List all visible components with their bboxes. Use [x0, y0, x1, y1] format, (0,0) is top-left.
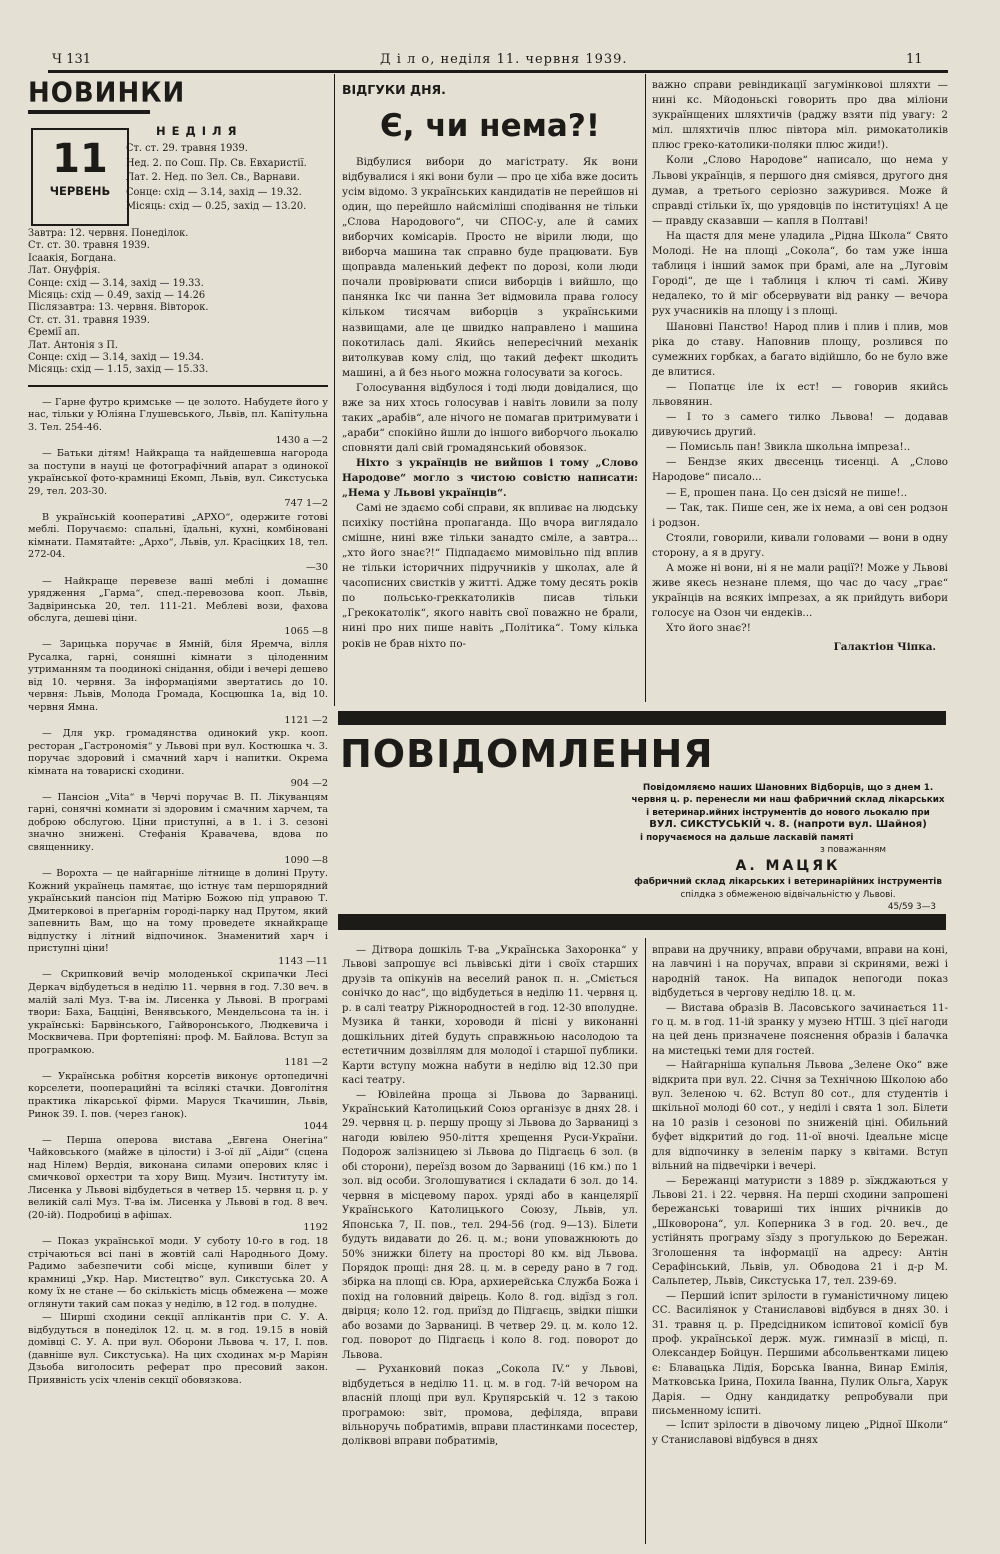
header-rule	[48, 70, 948, 73]
notice-bar-top	[338, 711, 946, 725]
tomorrow-line: Завтра: 12. червня. Понеділок.	[28, 228, 189, 239]
calendar-block	[28, 124, 328, 226]
day-number: 11	[52, 136, 108, 182]
article-paragraph: — Бендзе яких двєсенць тисенці. А „Слово Народове“ писало...	[652, 456, 948, 484]
tomorrow-line: Післязавтра: 13. червня. Вівторок.	[28, 302, 209, 314]
news-item: — Дітвора дошкіль Т-ва „Українська Захоронка“ у Львові запрошує всі львівські діти і своїх старших друзів та опікунів на веселий ранок п. н. „Сміється сонічко до нас“, що відбудеться в неділю 11. червня ц. р. в салі театру Ріжнородностей в год. 12-30 вполудне. Музика й танки, хороводи й пісні у виконанні дошкільних дітей будуть справжньою насолодою та естетичним дозвіллям для молодої і старшої публики. Карти вступу можна набути в неділю від 12.30 при касі театру.	[342, 945, 638, 1087]
ad-text: — Скрипковий вечір молоденької скрипачки Лесі Деркач відбудеться в неділю 11. червня в год. 7.30 веч. в малій залі Муз. Т-ва ім. Лисенка у Львові. В програмі твори: Баха, Бацціні, Венявського, Мендельсона та ін. і українські: Барвінського, Гайворонського, Людкевича і Москвичева. При фортепіяні: проф. М. Байлова. Вступ за програмкою.	[28, 969, 328, 1056]
article-paragraph: А може ні вони, ні я не мали рації?! Може у Львові живе якесь незнане племя, що час до часу „грає“ українців на всяких імпрезах, а як прийдуть вибори голосує на Озон чи ендеків...	[652, 562, 948, 620]
column-divider	[645, 938, 646, 1544]
tomorrow-line: Ст. ст. 31. травня 1939.	[28, 314, 150, 326]
ad-code: 1090 —8	[284, 854, 328, 866]
ad-item	[28, 639, 328, 727]
notice-firm: фабричний склад лікарських і ветеринарійних інструментів	[634, 877, 942, 888]
month-name: ЧЕРВЕНЬ	[49, 184, 111, 198]
today-line: Місяць: схід — 0.25, захід — 13.20.	[126, 201, 307, 213]
article-paragraph: — Е, прошен пана. Цо сен дзісяй не пише!..	[666, 486, 908, 499]
column-divider	[334, 74, 335, 706]
ad-code: 1143 —11	[278, 955, 328, 967]
ad-code: 1192	[303, 1222, 328, 1234]
tomorrow-info	[28, 228, 328, 377]
ad-item	[28, 397, 328, 447]
article-paragraph: Голосування відбулося і тоді люди довідалися, що вже за них хтось голосував і навіть ловили за полу таких „арабів“, але нічого не помагав притримувати і „араби“ спокійно йшли до іншого виборчого льокалю сповняти далі свій громадянський обовязок.	[342, 381, 638, 454]
ad-text: — Перша оперова вистава „Евгена Онегіна“ Чайковського (майже в цілости) і 3-ої дії „Аіди“ (сцена над Нілем) Вердія, виконана силами оперових кляс і смичкової орхестри та хору Вищ. Музич. Інституту ім. Лисенка у Львові відбудеться в четвер 15. червня ц. р. у великій салі Муз. Т-ва ім. Лисенка у Львові в год. 8 веч. (20-ій). Подробиці в афішах.	[28, 1134, 328, 1221]
title-underline	[28, 110, 150, 114]
ad-text: — Пансіон „Vita“ в Черчі поручає В. П. Лікуванцям гарні, сонячні комнати зі здоровим і смачним харчем, та доброю обслугою. Ціни приступні, а в 1. і 3. сезоні значно знижені. Стефанія Кравачева, вдова по священнику.	[28, 791, 328, 854]
ad-text: — Українська робітня корсетів виконує ортопедичні корселети, пооперацийні та всілякі стачки. Довголітня практика лікарської фірми. Маруся Ткачишин, Львів, Ринок 39. І. пов. (через ґанок).	[28, 1070, 328, 1120]
news-item: — Перший іспит зрілости в гуманістичному лицею СС. Василіянок у Станиславові відбувся в днях 30. і 31. травня ц. р. Предсідником іспитової комісії був проф. української держ. муж. гимназії в місці, п. Олександер Бойцун. Першими абсольвентками лицею є: Блавацька Лідія, Борська Іванна, Винар Емілія, Матковська Ірина, Похила Іванна, Пулик Ольга, Харук Дарія. — Одну кандидатку репробували при письменному іспиті.	[652, 1290, 948, 1417]
article-author: Галактіон Чіпка.	[833, 641, 936, 654]
masthead: Д і л о, неділя 11. червня 1939.	[380, 52, 628, 67]
ad-item	[28, 576, 328, 639]
news-item: — Руханковий показ „Сокола IV.“ у Львові, відбудеться в неділю 11. ц. м. в год. 7-ій вечором на власній площі при вул. Крупярській ч. 12 з такою програмою: звіт, промова, дефіляда, вправи вільноручь побратимів, вправи пластинками посестер, доліквові вправи побратимів,	[342, 1364, 638, 1448]
section-title: НОВИНКИ	[28, 77, 186, 109]
today-line: Ст. ст. 29. травня 1939.	[126, 143, 248, 154]
ad-code: —30	[305, 561, 328, 573]
ad-code: 1181 —2	[284, 1057, 328, 1069]
article-paragraph: — Помисьль пан! Звикла школьна імпреза!..	[666, 441, 911, 454]
article-paragraph: Хто його знає?!	[666, 622, 751, 635]
article-paragraph: — Попатцє іле іх ест! — говорив якийсь львовянин.	[652, 380, 948, 408]
article-title: Є, чи нема?!	[380, 108, 600, 144]
news-column	[28, 78, 328, 1389]
ad-code: 1121 —2	[284, 714, 328, 726]
bottom-news-column-1	[342, 944, 638, 1450]
tomorrow-line: Єремії ап.	[28, 327, 81, 339]
article-paragraph: важно справи ревіндикації загумінковоі шляхти — нині кс. Мйодоньскі говорить про два міліони зукраїнщених шляхтичів (раджу взяти під увагу: 2 міл. шляхтичів плюс півтора міл. римокатоликів плюс греко-католики-поляки плюс жиди!).	[652, 79, 948, 152]
ad-text: — Показ української моди. У суботу 10-го в год. 18 стрічаються всі пані в жовтій салі Народнього Дому. Радимо забезпечити собі місце, купивши білет у крамниці „Укр. Нар. Мистецтво“ вул. Сикстуська 20. А кому їх не стане — бо скількість місць обмежена — може оглянути такий сам показ у неділю, в 12 год. в полудне.	[28, 1235, 328, 1310]
notice-body	[630, 782, 946, 914]
news-item: вправи на дручнику, вправи обручами, вправи на коні, на лавчині і на поручах, вправи зі скринями, вежі і народній танок. На випадок непогоди показ відбудеться в чергову неділю 18. ц. м.	[652, 945, 948, 1000]
tomorrow-line: Лат. Антонія з П.	[28, 339, 119, 351]
ad-text: — Зарицька поручає в Ямній, біля Яремча, вілля Русалка, гарні, соняшні кімнати з цілоденним утриманням та поодинокі снідання, обіди і вечері дешево від 10. червня. За інформаціями звертатись до 10. червня: Львів, Молода Громада, Косцюшка 1а, від 10. червня Ямна.	[28, 639, 328, 713]
ad-text: — Найкраще перевезе ваші меблі і домашнє урядження „Гарма“, спед.-перевозова кооп. Львів, Задвіринська 20, тел. 111-21. Меблеві вози, фахова обслуга, дешеві ціни.	[28, 575, 328, 625]
ad-code: 904 —2	[290, 778, 328, 790]
article-paragraph: Ніхто з українців не вийшов і тому „Слово Народове“ могло з чистою совістю написати: „Нема у Львові українців“.	[342, 456, 638, 500]
notice-line: Повідомляємо наших Шановних Відборців, що з днем 1. червня ц. р. перенесли ми наш фабричний склад лікарських і ветеринар.ийних інструментів до нового льокалю при	[631, 783, 945, 818]
news-item: — Іспит зрілости в дівочому лицею „Рідної Школи“ у Станиславові відбувся в днях	[652, 1420, 948, 1446]
ad-text: — Батьки дітям! Найкраща та найдешевша нагорода за поступи в науці це фотографічний апарат з одинокої української фото-крамниці Екомп, Львів, вул. Сикстуська 29, тел. 203-30.	[28, 448, 328, 497]
news-item: — Найгарніша купальня Львова „Зелене Око“ вже відкрита при вул. 22. Січня за Технічною Школою або вул. Зеленою ч. 62. Вступ 80 сот., для студентів і шкільної молоді 60 сот., у неділі і свята 1 зол. Білети на 10 разів і сезонові по зниженій ціні. Обильний буфет відкритий до год. 11-ої вночі. Ідеальне місце для відпочинку в зеленім парку з квітами. Вступ вільний на підвечірки і вечері.	[652, 1060, 948, 1173]
ad-code: 747 1—2	[284, 498, 328, 510]
ad-code: 1065 —8	[284, 625, 328, 637]
today-line: Нед. 2. по Сош. Пр. Св. Евхаристії.	[126, 157, 307, 169]
notice-line: і поручаємося на дальше ласкавій памяті	[640, 832, 854, 843]
today-info	[126, 142, 330, 215]
article-kicker: ВІДГУКИ ДНЯ.	[342, 82, 446, 97]
ad-item	[28, 728, 328, 791]
ad-item	[28, 969, 328, 1069]
tomorrow-line: Місяць: схід — 0.49, захід — 14.26	[28, 290, 206, 302]
ad-item	[28, 1312, 328, 1387]
page-number-left: Ч 131	[52, 52, 91, 67]
calendar-rule	[28, 385, 328, 387]
ad-text: — Ширші сходини секції аплікантів при С. У. А. відбудуться в понеділок 12. ц. м. в год. 19.15 в новій домівці С. У. А. при вул. Оборони Львова ч. 17, І. пов. (давніше вул. Сикстуська). На цих сходинах м-р Маріян Дзьоба виголосить реферат про пресовий закон. Приявність усіх членів секції обовязкова.	[28, 1312, 328, 1386]
ads-list	[28, 397, 328, 1388]
article-paragraph: Відбулися вибори до магістрату. Як вони відбувалися і які вони були — про це хіба вже досить усім відомо. З українських кандидатів не перейшов ні один, що перейшло найсміліші сподівання не тільки „Слова Народового“, чи СПОС-у, але й самих виборчих комісарів. Просто не вірили люди, що виборча машина так справно буде працювати. Був щоправда маленький дефект по дорозі, коли люди почали провірювати списи виборців і вийшло, що панянка Ікс чи панна Зет відмовила права голосу кільком тисячам виборців з українськими назвищами, але це швидко направлено і машина покотилась далі. Якийсь непересічний механік витолкував кому слід, що такий дефект шкодить машині, а й без нього можна голосувати за когось.	[342, 156, 638, 379]
news-item: — Бережанці матуристи з 1889 р. зїжджаються у Львові 21. і 22. червня. На перші сходини запрошені бережанські товариші тих інших річників до „Шковорона“, ул. Коперника 3 в год. 20. веч., де устійнять програму зїзду з прогулькою до Бережан. Зголошення та інформації на адресу: Антін Серафінський, Львів, ул. Обводова 21 і д-р М. Сальпетер, Львів, Сикстуська 17, тел. 239-69.	[652, 1175, 948, 1288]
ad-code: 1430 а —2	[275, 434, 328, 446]
article-paragraph: Самі не здаємо собі справи, як впливає на людську психіку постійна пропаганда. Що вчора виглядало смішне, нині вже тільки занадто сміле, а завтра... „хто його знає?!“ Підпадаємо мимовільно під вплив не тільки історичних підручників у школах, але й часописних свистків у житті. Адже тому десять років по польсько-греккатоликів писав тільки „Грекокатолік“, якого навіть свої поважно не брали, нині про них пише навіть „Політика“. Тому кілька років не брав ніхто по-	[342, 502, 638, 650]
news-item: — Виставa образів В. Ласовського зачинається 11-го ц. м. в год. 11-ій зранку у музею НТШ. З цієї нагоди на цей день призначене пояснення образів і балачка на мистецькі теми для гостей.	[652, 1002, 948, 1057]
weekday: Н Е Д І Л Я	[156, 124, 238, 138]
today-line: Лат. 2. Нед. по Зел. Св., Варнави.	[126, 172, 300, 184]
article-paragraph: Стояли, говорили, кивали головами — вони в одну сторону, а я в другу.	[652, 531, 948, 559]
article-column-2	[652, 78, 948, 656]
ad-item	[28, 792, 328, 867]
article-column-1	[342, 82, 638, 652]
ad-item	[28, 1071, 328, 1134]
ad-item	[28, 1236, 328, 1311]
notice-address: ВУЛ. СИКСТУСЬКІЙ ч. 8. (напроти вул. Шайноя)	[649, 819, 927, 831]
ad-text: — Для укр. громадянства одинокий укр. кооп. ресторан „Гастрономія“ у Львові при вул. Костюшка ч. 3. поручає здоровий і смачний харч і напитки. Окрема кімната на товарискі сходини.	[28, 728, 328, 777]
tomorrow-line: Ст. ст. 30. травня 1939.	[28, 240, 150, 252]
notice-regards: з поважанням	[820, 845, 886, 856]
tomorrow-line: Місяць: схід — 1.15, захід — 15.33.	[28, 364, 209, 376]
ad-text: — Вороxта — це найгарніше літнище в долині Пруту. Кожний українець памятає, що істнує там першорядний український пансіон під Матірю Божою під управою Т. Дмитерковоі в преґарнім городі-парку над Прутом, який запевнить Вам, що на тому проведете якнайкраще відпустку і літний відпочинок. Знаменитий харч і приступні ціни!	[28, 868, 328, 955]
ad-item	[28, 448, 328, 511]
article-paragraph: — Так, так. Пише сен, же іх нема, а ові сен родзон і родзон.	[652, 501, 948, 529]
notice-name: А. МАЦЯК	[735, 858, 841, 875]
ad-item	[28, 868, 328, 968]
ad-text: — Гарне футро кримське — це золото. Набудете його у нас, тільки у Юліяна Глушевського, Львів, пл. Капітульна 3. Тел. 254-46.	[28, 396, 328, 433]
column-divider	[645, 74, 646, 702]
notice-firm-sub: спілдка з обмеженою відвічальністю у Львові.	[680, 889, 896, 900]
article-paragraph: — І то з самего тилко Львова! — додавав дивуючись другий.	[652, 411, 948, 439]
article-paragraph: Коли „Слово Народове“ написало, що нема у Львові українців, я першого дня сміявся, другого дня думав, а третього серіозно зажурився. Може й справді стільки їх, що урядовців по інституціях! А це — правду сказавши — капля в Полтаві!	[652, 154, 948, 227]
ad-item	[28, 512, 328, 575]
page-number-right: 11	[906, 52, 923, 67]
article-paragraph: Шановні Панство! Народ плив і плив і плив, мов ріка до ставу. Наповнив площу, розлився по сумежних горбках, а багато відійшло, бо не було вже де влитися.	[652, 320, 948, 378]
tomorrow-line: Сонце: схід — 3.14, захід — 19.34.	[28, 352, 204, 364]
today-line: Сонце: схід — 3.14, захід — 19.32.	[126, 186, 302, 198]
tomorrow-line: Лат. Онуфрія.	[28, 265, 101, 277]
ad-item	[28, 1135, 328, 1235]
tomorrow-line: Ісаакія, Богдана.	[28, 252, 117, 264]
ad-code: 1044	[303, 1121, 328, 1133]
notice-code: 45/59 3—3	[887, 902, 936, 913]
ad-text: В українській кооперативі „АРХО“, одержите готові меблі. Поручаємо: спальні, їдальні, кухні, комбіновані кімнати. Памятайте: „Архо“, Львів, ул. Красіцких 18, тел. 272-04.	[28, 511, 328, 561]
article-paragraph: На щастя для мене уладила „Рідна Школа“ Свято Молоді. Не на площі „Сокола“, бо там уже інша таблиця і інший замок при брамі, але на „Луговім Городі“, де ще і таблиця і ключ ті самі. Живу недалеко, то й міг обсервувати від ранку — вечора рух учасників на площу і з площі.	[652, 229, 948, 318]
bottom-news-column-2	[652, 944, 948, 1448]
notice-title: ПОВІДОМЛЕННЯ	[340, 732, 714, 776]
tomorrow-line: Сонце: схід — 3.14, захід — 19.33.	[28, 277, 204, 289]
date-box	[31, 128, 129, 226]
news-item: — Ювілейна проща зі Львова до Зарваниці. Український Католицький Союз організує в днях 28. і 29. червня ц. р. першу прощу зі Львова до Зарваниці з нагоди ювілею 950-ліття хрещення Руси-України. Подорож залізницею зі Львова до Підгаєць 6 зол. (в обі сторони), переїзд возом до Зарваниці (16 км.) по 1 зол. від особи. Зголошуватися і складати 6 зол. до 14. червня в місцевому парох. уряді або в канцелярії Українського Католицького Союзу, Львів, ул. Японська 7, ІІ. пов., тел. 294-56 (год. 9—13). Білети будуть видавати до 26. ц. м.; вони уповажнюють до 50% знижки білету на просторі 80 км. від Львова. Порядок прощі: дня 28. ц. м. в середу рано в 7 год. збірка на площі св. Юра, архиерейська Служба Божа і похід на головний двірець. Коло 8. год. відїзд з гол. двірця; коло 12. год. приїзд до Підгаєць, звідки пішки або возами до Зарваниці. В четвер 29. ц. м. коло 12. год. поворот до Підгаєць і коло 8. год. поворот до Львова.	[342, 1089, 638, 1361]
notice-bar-bottom	[338, 914, 946, 930]
